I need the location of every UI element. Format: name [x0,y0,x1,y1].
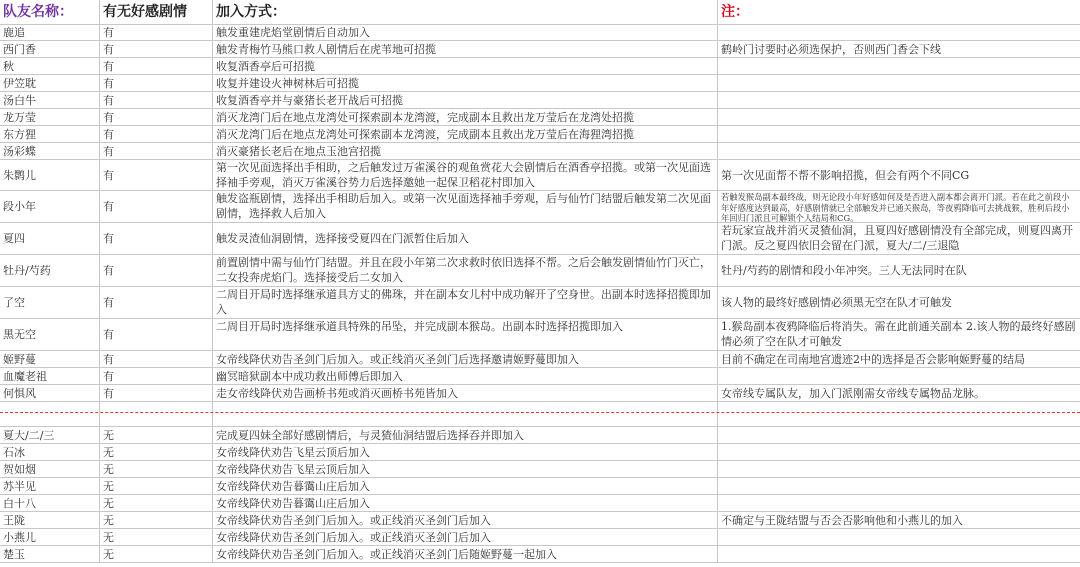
note-text [718,75,1080,91]
companion-name: 苏半见 [0,478,100,494]
affection-flag: 有 [100,58,213,74]
note-text [718,478,1080,494]
join-method: 完成夏四妹全部好感剧情后，与灵猹仙洞结盟后选择吞并即加入 [213,427,718,443]
join-method: 触发灵渣仙洞剧情，选择接受夏四在门派暂住后加入 [213,223,718,254]
join-method: 女帝线降伏劝告圣剑门后加入。或正线消灭圣剑门后加入 [213,512,718,528]
table-row [0,351,1080,368]
table-row [0,41,1080,58]
table-row [0,427,1080,444]
affection-flag: 有 [100,319,213,350]
companion-name: 朱鹮儿 [0,160,100,190]
companion-name: 牡丹/芍药 [0,255,100,286]
companion-name: 王陇 [0,512,100,528]
companion-name: 何惧风 [0,385,100,401]
table-row [0,255,1080,287]
companion-name: 石冰 [0,444,100,460]
companion-name: 鹿追 [0,25,100,40]
join-method: 女帝线降伏劝告暮霭山庄后加入 [213,495,718,511]
affection-flag: 无 [100,529,213,545]
companion-name: 贺如烟 [0,461,100,477]
note-text [718,25,1080,40]
companion-name: 楚玉 [0,546,100,562]
table-row [0,75,1080,92]
note-text [718,461,1080,477]
note-text [718,529,1080,545]
note-text [718,143,1080,159]
join-method: 前置剧情中需与仙竹门结盟。并且在段小年第二次求救时依旧选择不帮。之后会触发剧情仙竹门灭亡，二女投奔虎焰门。选择接受后二女加入 [213,255,718,286]
affection-flag: 无 [100,478,213,494]
companion-name: 黑无空 [0,319,100,350]
companion-name: 白十八 [0,495,100,511]
note-text: 第一次见面帮不帮不影响招揽，但会有两个不同CG [721,169,970,182]
note-text: 女帝线专属队友，加入门派刚需女帝线专属物品龙脉。 [721,387,985,400]
companion-name: 血魔老祖 [0,368,100,384]
join-method: 女帝线降伏劝告飞星云顶后加入 [213,461,718,477]
join-method: 二周目开局时选择继承道具特殊的吊坠，并完成副本猴岛。出副本时选择招揽即加入 [213,319,718,350]
affection-flag: 无 [100,512,213,528]
table-row [0,319,1080,351]
note-text: 目前不确定在司南地宫遗迹2中的选择是否会影响姬野蔓的结局 [721,353,1025,366]
join-method: 消灭龙湾门后在地点龙湾处可探索副本龙湾渡，完成副本且救出龙万莹后在海狸湾招揽 [213,126,718,142]
table-row [0,92,1080,109]
join-method: 女帝线降伏劝告暮霭山庄后加入 [213,478,718,494]
note-text [718,495,1080,511]
join-method: 触发重建虎焰堂剧情后自动加入 [213,25,718,40]
table-header [0,0,1080,25]
table-row [0,143,1080,160]
dashed-divider [0,412,1080,413]
table-row [0,512,1080,529]
note-text [718,368,1080,384]
table-row [0,287,1080,319]
join-method: 幽冥暗狱副本中成功救出师傅后即加入 [213,368,718,384]
note-text: 不确定与王陇结盟与否会否影响他和小燕儿的加入 [721,514,963,527]
table-row [0,58,1080,75]
companion-name: 段小年 [0,191,100,222]
companion-name: 汤白牛 [0,92,100,108]
note-text [718,92,1080,108]
table-row [0,109,1080,126]
affection-flag: 有 [100,255,213,286]
join-method: 女帝线降伏劝告圣剑门后加入。或正线消灭圣剑门后随姬野蔓一起加入 [213,546,718,562]
companion-name: 东方狸 [0,126,100,142]
table-row [0,529,1080,546]
group-separator [0,402,1080,427]
affection-flag: 有 [100,25,213,40]
affection-flag: 有 [100,351,213,367]
note-text: 若玩家宣战并消灭灵猹仙洞，且夏四好感剧情没有全部完成，则夏四离开门派。反之夏四依旧会留在门派，夏大/二/三退隐 [721,224,1073,252]
affection-flag: 有 [100,287,213,318]
table-row [0,546,1080,563]
affection-flag: 有 [100,385,213,401]
join-method: 触发青梅竹马熊口救人剧情后在虎苇地可招揽 [213,41,718,57]
join-method: 收复酒香亭并与豪猪长老开战后可招揽 [213,92,718,108]
join-method: 收复并建设火神树林后可招揽 [213,75,718,91]
join-method: 女帝线降伏劝告圣剑门后加入。或正线消灭圣剑门后选择邀请姬野蔓即加入 [213,351,718,367]
affection-flag: 有 [100,109,213,125]
affection-flag: 有 [100,191,213,222]
affection-flag: 无 [100,444,213,460]
note-text: 该人物的最终好感剧情必须黑无空在队才可触发 [721,296,952,309]
join-method: 女帝线降伏劝告飞星云顶后加入 [213,444,718,460]
table-row [0,126,1080,143]
note-text: 若触发猴岛副本最终战，则无论段小年好感如何及是否进入副本都会离开门派。若在此之前段小年好感度达到最高，好感剧情就已全部触发并已通关猴岛，等夜鸦降临可去挑战猴，胜利后段小年回归门派且可解锁个人结局和CG。 [721,192,1070,222]
join-method: 触发盗瓶剧情，选择出手相助后加入。或第一次见面选择袖手旁观，后与仙竹门结盟后触发第二次见面剧情，选择救人后加入 [213,191,718,222]
join-method: 第一次见面选择出手相助，之后触发过万雀溪谷的观鱼赏花大会剧情后在酒香亭招揽。或第一次见面选择袖手旁观，消灭万雀溪谷势力后选择邀她一起保卫稻花村即加入 [213,160,718,190]
note-text: 鹤岭门讨要时必须选保护，否则西门香会下线 [721,43,941,56]
affection-flag: 有 [100,92,213,108]
companion-name: 小燕儿 [0,529,100,545]
table-row [0,223,1080,255]
table-row [0,444,1080,461]
note-text: 牡丹/芍药的剧情和段小年冲突。三人无法同时在队 [721,264,967,277]
join-method: 消灭龙湾门后在地点龙湾处可探索副本龙湾渡，完成副本且救出龙万莹后在龙湾处招揽 [213,109,718,125]
header-note: 注： [721,4,749,20]
companion-name: 伊笠耽 [0,75,100,91]
companion-name: 秋 [0,58,100,74]
table-row [0,160,1080,191]
header-join-method: 加入方式： [213,0,718,24]
table-row [0,385,1080,402]
header-name: 队友名称： [0,0,100,24]
affection-flag: 有 [100,368,213,384]
table-row [0,495,1080,512]
affection-flag: 无 [100,427,213,443]
note-text [718,444,1080,460]
companion-name: 了空 [0,287,100,318]
note-text: 1.猴岛副本夜鸦降临后将消失。需在此前通关副本 2.该人物的最终好感剧情必须了空在队才可触发 [721,320,1076,348]
table-row [0,368,1080,385]
header-affection: 有无好感剧情 [100,0,213,24]
companion-name: 西门香 [0,41,100,57]
affection-flag: 无 [100,495,213,511]
join-method: 走女帝线降伏劝告画桥书苑或消灭画桥书苑皆加入 [213,385,718,401]
companion-name: 夏四 [0,223,100,254]
companion-name: 龙万莹 [0,109,100,125]
note-text [718,109,1080,125]
join-method: 收复酒香亭后可招揽 [213,58,718,74]
group-without-affection [0,427,1080,563]
affection-flag: 有 [100,223,213,254]
affection-flag: 有 [100,41,213,57]
affection-flag: 有 [100,143,213,159]
companion-name: 夏大/二/三 [0,427,100,443]
table-row [0,461,1080,478]
affection-flag: 有 [100,126,213,142]
note-text [718,546,1080,562]
table-row [0,25,1080,41]
table-row [0,478,1080,495]
affection-flag: 有 [100,160,213,190]
group-with-affection [0,25,1080,402]
note-text [718,427,1080,443]
affection-flag: 无 [100,461,213,477]
companion-name: 姬野蔓 [0,351,100,367]
affection-flag: 有 [100,75,213,91]
companion-name: 汤彩蝶 [0,143,100,159]
join-method: 女帝线降伏劝告圣剑门后加入。或正线消灭圣剑门后加入 [213,529,718,545]
affection-flag: 无 [100,546,213,562]
join-method: 二周目开局时选择继承道具方丈的佛珠，并在副本女儿村中成功解开了空身世。出副本时选择招揽即加入 [213,287,718,318]
join-method: 消灭豪猪长老后在地点玉池宫招揽 [213,143,718,159]
note-text [718,126,1080,142]
note-text [718,58,1080,74]
table-row [0,191,1080,223]
